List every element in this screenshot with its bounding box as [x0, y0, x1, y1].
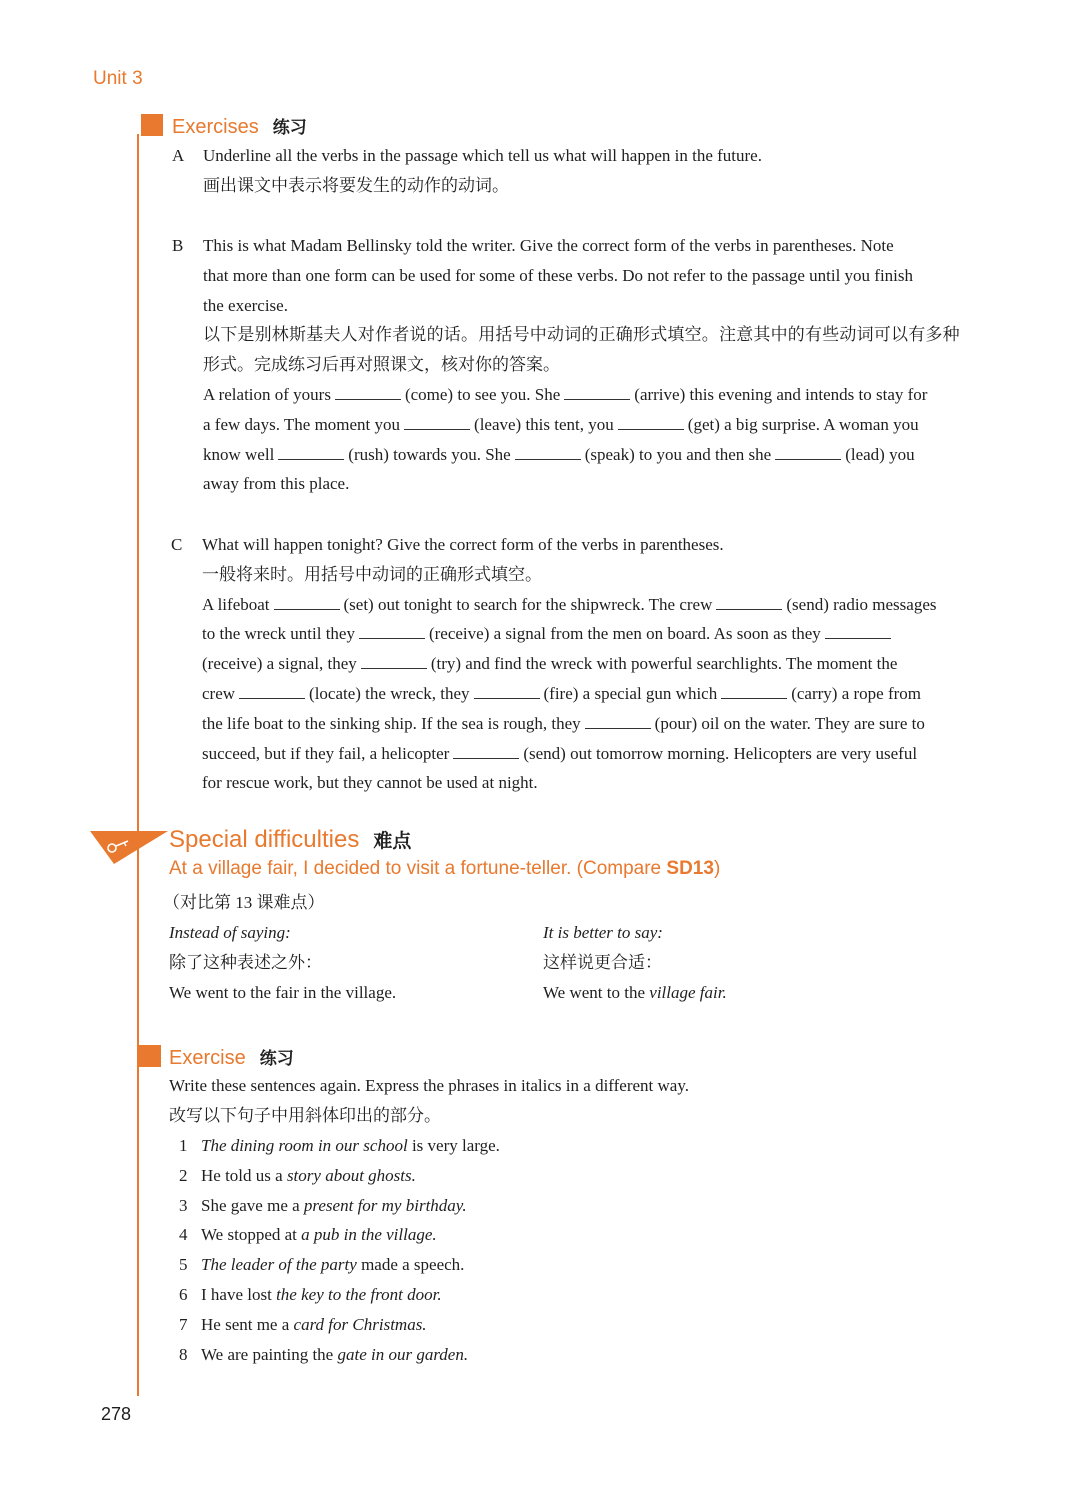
exercise-b-line: away from this place.: [203, 474, 350, 494]
list-item: [169, 1280, 969, 1310]
list-item: [169, 1340, 969, 1370]
answer-blank[interactable]: [564, 385, 630, 400]
sd-right-example: [543, 978, 943, 1008]
exercise-c-line: [202, 619, 987, 649]
item-number: 3: [179, 1195, 188, 1215]
text-segment: know well: [203, 444, 275, 464]
exercise-b-letter: B: [172, 236, 184, 255]
text-segment: A lifeboat: [202, 594, 270, 614]
answer-blank[interactable]: [359, 624, 425, 639]
exercise-c-line: [202, 709, 987, 739]
sd-subtitle-ref: SD13: [666, 858, 714, 879]
list-item: [169, 1191, 969, 1221]
sd-right-head: It is better to say:: [543, 923, 663, 942]
item-italic-phrase: gate in our garden.: [337, 1344, 469, 1364]
sd-left-example: We went to the fair in the village.: [169, 983, 397, 1002]
sd-subtitle-text: At a village fair, I decided to visit a fortune-teller. (Compare: [169, 858, 667, 879]
item-number: 6: [179, 1284, 188, 1304]
text-segment: (try) and find the wreck with powerful searchlights. The moment the: [430, 654, 898, 674]
exercise-instruction-en: Write these sentences again. Express the phrases in italics in a different way.: [169, 1076, 689, 1095]
exercise-b-zh-line: 以下是别林斯基夫人对作者说的话。用括号中动词的正确形式填空。注意其中的有些动词可以有多种: [203, 325, 960, 345]
text-segment: (rush) towards you. She: [348, 444, 511, 464]
exercise-c: [202, 530, 987, 798]
text-segment: A relation of yours: [203, 384, 331, 404]
item-text: I have lost: [201, 1284, 277, 1304]
exercise-b-line: [203, 410, 988, 440]
exercise-c-zh: 一般将来时。用括号中动词的正确形式填空。: [202, 564, 542, 584]
item-text: We stopped at: [201, 1225, 302, 1245]
exercise-a-zh: 画出课文中表示将要发生的动作的动词。: [203, 175, 509, 195]
answer-blank[interactable]: [453, 744, 519, 759]
list-item: [169, 1310, 969, 1340]
italic-segment: village fair.: [649, 983, 727, 1002]
item-number: 1: [179, 1136, 188, 1155]
text-segment: (carry) a rope from: [791, 683, 922, 703]
text-segment: to the wreck until they: [202, 624, 355, 644]
exercise-b: [203, 231, 988, 499]
text-segment: succeed, but if they fail, a helicopter: [202, 743, 450, 763]
answer-blank[interactable]: [361, 654, 427, 669]
item-text: is very large.: [407, 1136, 500, 1155]
exercise-title-zh: 练习: [259, 1049, 294, 1068]
section-marker: [141, 114, 163, 136]
exercises-title-en: Exercises: [172, 116, 259, 138]
sd-title-en: Special difficulties: [169, 826, 360, 853]
answer-blank[interactable]: [825, 624, 891, 639]
sd-left-head: Instead of saying:: [169, 923, 291, 942]
exercise-list: [169, 1131, 969, 1369]
exercise-c-letter: C: [171, 535, 183, 554]
sd-right-column: [543, 918, 943, 1008]
text-segment: (locate) the wreck, they: [309, 683, 470, 703]
text-segment: (speak) to you and then she: [584, 444, 772, 464]
exercise-c-line: [202, 590, 987, 620]
text-segment: the life boat to the sinking ship. If the sea is rough, they: [202, 713, 581, 733]
exercise-c-en: What will happen tonight? Give the correct form of the verbs in parentheses.: [202, 535, 724, 554]
sd-subtitle: [169, 858, 720, 880]
sd-title-zh: 难点: [373, 831, 412, 852]
sd-right-zh: 这样说更合适：: [543, 953, 662, 972]
text-segment: (leave) this tent, you: [474, 414, 614, 434]
exercise-a-en: Underline all the verbs in the passage which tell us what will happen in the future.: [203, 146, 762, 165]
exercise-c-line: [202, 739, 987, 769]
sd-left-zh: 除了这种表述之外：: [169, 953, 322, 972]
section-marker: [139, 1045, 161, 1067]
answer-blank[interactable]: [474, 684, 540, 699]
exercises-title: [172, 113, 307, 139]
page-number: 278: [101, 1404, 132, 1424]
exercise-b-en-line: that more than one form can be used for some of these verbs. Do not refer to the passage until you finish: [203, 265, 914, 285]
list-item: [169, 1161, 969, 1191]
sd-left-column: [169, 918, 519, 1008]
item-number: 8: [179, 1344, 188, 1364]
answer-blank[interactable]: [404, 415, 470, 430]
item-number: 7: [179, 1314, 188, 1334]
item-italic-phrase: The leader of the party: [201, 1255, 357, 1275]
text-segment: (receive) a signal, they: [202, 654, 357, 674]
exercise-a: [203, 141, 993, 201]
item-number: 2: [179, 1165, 188, 1185]
unit-label: Unit 3: [93, 68, 143, 89]
exercise-a-letter: A: [172, 146, 185, 165]
answer-blank[interactable]: [721, 684, 787, 699]
text-segment: (send) radio messages: [786, 594, 937, 614]
item-italic-phrase: story about ghosts.: [286, 1165, 416, 1185]
exercise-c-line: for rescue work, but they cannot be used at night.: [202, 773, 538, 793]
exercise-b-en-line: the exercise.: [203, 295, 288, 315]
exercise-b-line: [203, 380, 988, 410]
item-italic-phrase: present for my birthday.: [303, 1195, 467, 1215]
exercise-instruction-zh: 改写以下句子中用斜体印出的部分。: [169, 1105, 441, 1125]
exercise-title: [169, 1044, 294, 1070]
sd-note-zh: （对比第 13 课难点）: [163, 893, 325, 912]
exercise-instructions: [169, 1071, 969, 1131]
exercise-c-line: [202, 649, 987, 679]
answer-blank[interactable]: [278, 445, 344, 460]
margin-rule: [137, 134, 139, 1396]
item-text: We are painting the: [201, 1344, 338, 1364]
special-difficulties-title: [169, 826, 411, 854]
text-segment: (send) out tomorrow morning. Helicopters are very useful: [523, 743, 918, 763]
list-item: [169, 1250, 969, 1280]
exercise-b-en-line: This is what Madam Bellinsky told the writer. Give the correct form of the verbs in parentheses. Note: [203, 236, 894, 255]
item-text: She gave me a: [201, 1195, 304, 1215]
text-segment: (lead) you: [845, 444, 915, 464]
item-italic-phrase: the key to the front door.: [276, 1284, 442, 1304]
item-text: made a speech.: [356, 1255, 465, 1275]
text-segment: a few days. The moment you: [203, 414, 401, 434]
key-flag-icon: [90, 828, 170, 868]
exercise-b-line: [203, 440, 988, 470]
answer-blank[interactable]: [585, 714, 651, 729]
exercise-title-en: Exercise: [169, 1047, 246, 1069]
list-item: [169, 1220, 969, 1250]
item-italic-phrase: The dining room in our school: [201, 1136, 408, 1155]
sd-subtitle-end: ): [713, 858, 721, 879]
answer-blank[interactable]: [239, 684, 305, 699]
text-segment: We went to the: [543, 983, 650, 1002]
answer-blank[interactable]: [716, 595, 782, 610]
item-number: 4: [179, 1225, 188, 1245]
text-segment: (set) out tonight to search for the shipwreck. The crew: [343, 594, 713, 614]
list-item: [169, 1131, 969, 1161]
answer-blank[interactable]: [618, 415, 684, 430]
text-segment: (fire) a special gun which: [543, 683, 718, 703]
text-segment: (get) a big surprise. A woman you: [687, 414, 919, 434]
text-segment: (receive) a signal from the men on board. As soon as they: [428, 624, 821, 644]
text-segment: (pour) oil on the water. They are sure to: [654, 713, 925, 733]
exercises-title-zh: 练习: [272, 118, 307, 137]
answer-blank[interactable]: [274, 595, 340, 610]
item-italic-phrase: a pub in the village.: [301, 1225, 437, 1245]
answer-blank[interactable]: [515, 445, 581, 460]
text-segment: (come) to see you. She: [404, 384, 561, 404]
answer-blank[interactable]: [335, 385, 401, 400]
answer-blank[interactable]: [775, 445, 841, 460]
text-segment: (arrive) this evening and intends to stay for: [634, 384, 928, 404]
item-text: He told us a: [201, 1165, 287, 1185]
exercise-b-zh-line: 形式。完成练习后再对照课文，核对你的答案。: [203, 355, 560, 375]
exercise-c-line: [202, 679, 987, 709]
item-italic-phrase: card for Christmas.: [293, 1314, 427, 1334]
item-text: He sent me a: [201, 1314, 294, 1334]
item-number: 5: [179, 1255, 188, 1275]
text-segment: crew: [202, 683, 236, 703]
